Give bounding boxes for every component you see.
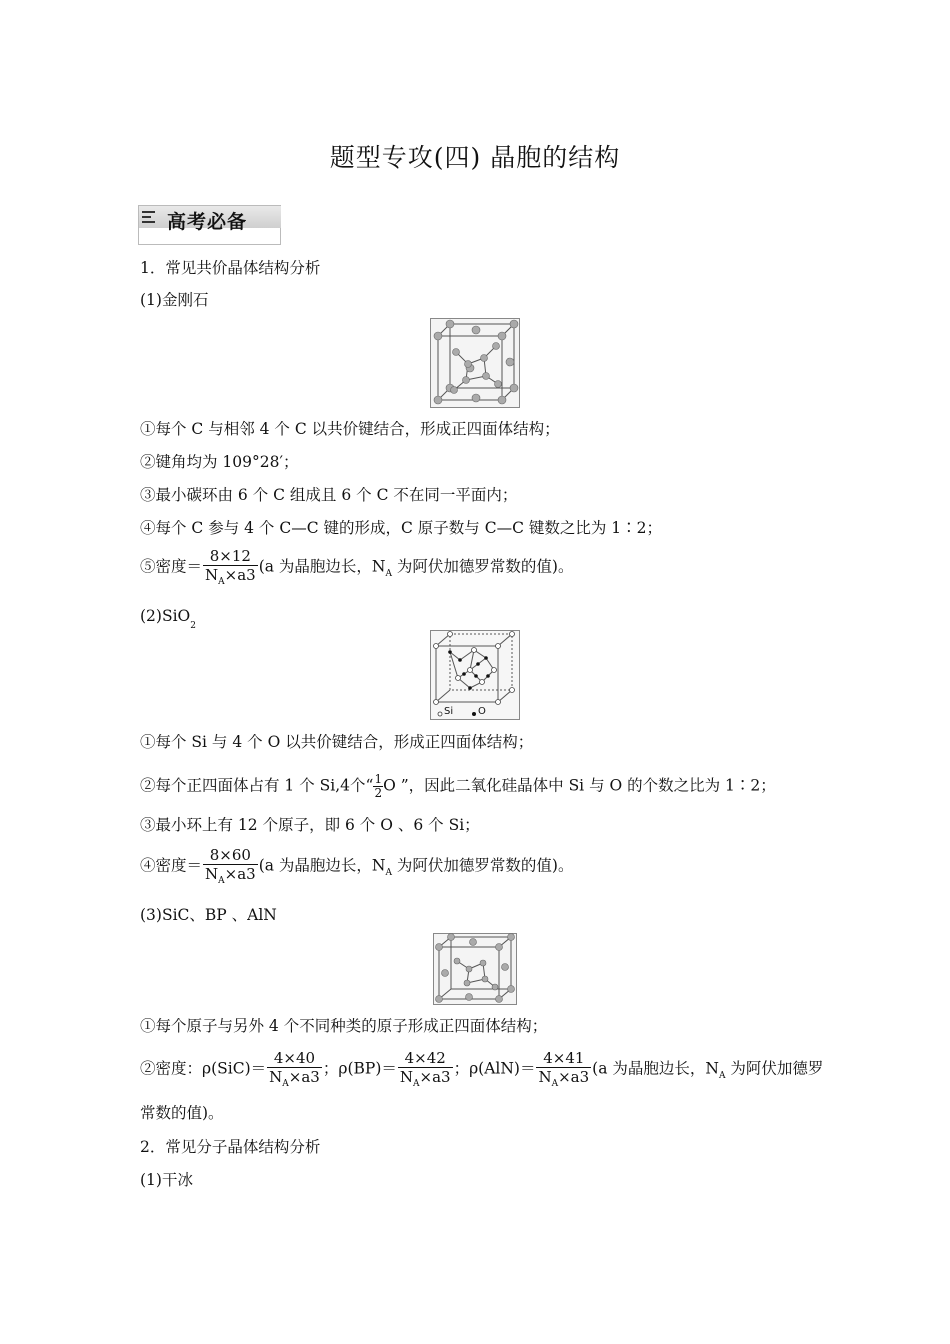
section-badge (138, 205, 281, 245)
diamond-item-4: ④每个 C 参与 4 个 C—C 键的形成，C 原子数与 C—C 键数之比为 1∶2； (140, 519, 663, 537)
sic-density-fraction: $\frac{4\times 40}{N_A\times a3}$ (269, 1049, 320, 1089)
sic-density: ②密度：ρ(SiC)＝ $\frac{4\times 40}{N_A\times a3}$ ；ρ(BP)＝ $\frac{4\times 42}{N_A\times a3}$ ；ρ(AlN)＝ $\frac{4\times 41}{N_A\times a3}$ (a 为晶胞边长，$N_A$ 为阿伏加德罗 (140, 1049, 824, 1089)
section1-heading: 1．常见共价晶体结构分析 (140, 259, 321, 277)
aln-density-fraction: $\frac{4\times 41}{N_A\times a3}$ (538, 1049, 590, 1089)
sio2-item-2: ②每个正四面体占有 1 个 Si,4个“ $\frac{1}{2}$ O ”，因此二氧化硅晶体中 Si 与 O 的个数之比为 1∶2； (140, 772, 776, 800)
badge-text: 高考必备 (167, 211, 248, 233)
sic-density-cont: 常数的值)。 (140, 1104, 224, 1122)
sic-structure-figure (433, 933, 517, 1005)
diamond-item-3: ③最小碳环由 6 个 C 组成且 6 个 C 不在同一平面内； (140, 486, 518, 504)
badge-mark-icon (142, 211, 155, 223)
sio2-label: (2)SiO$_2$ (140, 607, 196, 631)
sio2-item-1: ①每个 Si 与 4 个 O 以共价键结合，形成正四面体结构； (140, 733, 534, 751)
bp-density-fraction: $\frac{4\times 42}{N_A\times a3}$ (399, 1049, 451, 1089)
page-title: 题型专攻(四) 晶胞的结构 (329, 143, 621, 172)
diamond-item-1: ①每个 C 与相邻 4 个 C 以共价键结合，形成正四面体结构； (140, 420, 560, 438)
dry-ice-label: (1)干冰 (140, 1171, 193, 1189)
legend-si: Si (444, 706, 454, 717)
half-fraction: $\frac{1}{2}$ (374, 772, 383, 800)
sio2-density: ④密度＝ $\frac{8\times 60}{N_A\times a3}$ (a 为晶胞边长，$N_A$ 为阿伏加德罗常数的值)。 (140, 846, 574, 886)
sio2-structure-figure (430, 630, 520, 720)
diamond-item-2: ②键角均为 109°28′； (140, 453, 299, 471)
diamond-label: (1)金刚石 (140, 291, 209, 309)
diamond-density: ⑤密度＝ $\frac{8\times 12}{N_A\times a3}$ (a 为晶胞边长，$N_A$ 为阿伏加德罗常数的值)。 (140, 547, 574, 587)
sic-item-1: ①每个原子与另外 4 个不同种类的原子形成正四面体结构； (140, 1017, 548, 1035)
sio2-item-3: ③最小环上有 12 个原子，即 6 个 O 、6 个 Si； (140, 816, 480, 834)
sic-label: (3)SiC、BP 、AlN (140, 906, 277, 924)
density-fraction: $\frac{8\times 12}{N_A\times a3}$ (205, 547, 256, 587)
legend-o: O (478, 706, 486, 717)
diamond-structure-figure (430, 318, 520, 408)
section2-heading: 2．常见分子晶体结构分析 (140, 1138, 321, 1156)
density-fraction: $\frac{8\times 60}{N_A\times a3}$ (205, 846, 256, 886)
